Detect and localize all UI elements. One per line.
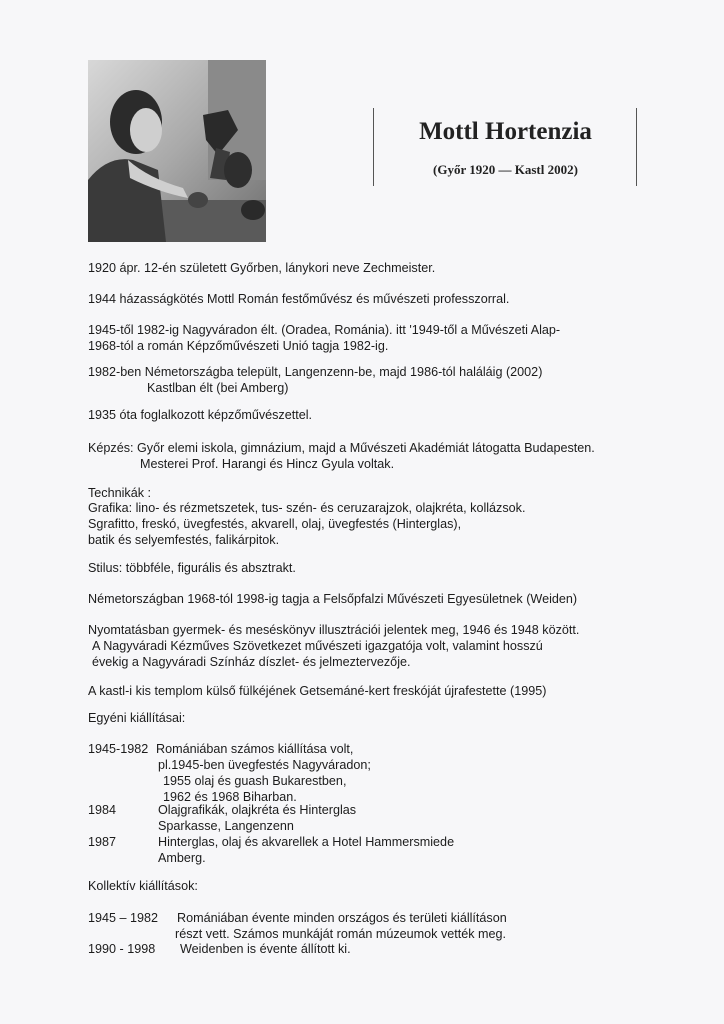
- bio-oradea-line2: 1968-tól a román Képzőművészeti Unió tagja 1982-ig.: [88, 339, 389, 353]
- bio-fresco: A kastl-i kis templom külső fülkéjének Getsemáné-kert freskóját újrafestette (1995): [88, 684, 547, 698]
- techniques-line3: batik és selyemfestés, falikárpitok.: [88, 533, 280, 547]
- bio-weiden: Németországban 1968-tól 1998-ig tagja a Felsőpfalzi Művészeti Egyesületnek (Weiden): [88, 592, 578, 606]
- solo-row1-sub2: 1955 olaj és guash Bukarestben,: [163, 774, 347, 788]
- techniques-title: Technikák :: [88, 486, 151, 500]
- collective-row2-year: 1990 - 1998: [88, 942, 156, 956]
- collective-row1-sub: részt vett. Számos munkáját román múzeumok vették meg.: [175, 927, 507, 941]
- bio-style: Stilus: többféle, figurális és absztrakt.: [88, 561, 296, 575]
- collective-row1-year: 1945 – 1982: [88, 911, 159, 925]
- solo-exhibitions-title: Egyéni kiállításai:: [88, 711, 186, 725]
- bio-print-line3: évekig a Nagyváradi Színház díszlet- és jelmeztervezője.: [92, 655, 411, 669]
- solo-row1-sub1: pl.1945-ben üvegfestés Nagyváradon;: [158, 758, 371, 772]
- portrait-photo-icon: [88, 60, 266, 242]
- solo-row2-year: 1984: [88, 803, 117, 817]
- header-divider-left: [373, 108, 374, 186]
- solo-row1-text: Romániában számos kiállítása volt,: [156, 742, 354, 756]
- bio-print-line2: A Nagyváradi Kézműves Szövetkezet művészeti igazgatója volt, valamint hosszú: [92, 639, 543, 653]
- bio-print-line1: Nyomtatásban gyermek- és meséskönyv illusztrációi jelentek meg, 1946 és 1948 között.: [88, 623, 580, 637]
- bio-birth: 1920 ápr. 12-én született Győrben, lánykori neve Zechmeister.: [88, 261, 436, 275]
- solo-row2-sub: Sparkasse, Langenzenn: [158, 819, 294, 833]
- solo-row1-sub3: 1962 és 1968 Biharban.: [163, 790, 297, 804]
- bio-germany-line1: 1982-ben Németországba települt, Langenzenn-be, majd 1986-tól haláláig (2002): [88, 365, 543, 379]
- bio-marriage: 1944 házasságkötés Mottl Román festőművész és művészeti professzorral.: [88, 292, 510, 306]
- collective-exhibitions-title: Kollektív kiállítások:: [88, 879, 198, 893]
- solo-row1-year: 1945-1982: [88, 742, 149, 756]
- bio-education-line2: Mesterei Prof. Harangi és Hincz Gyula voltak.: [140, 457, 395, 471]
- artist-name: Mottl Hortenzia: [419, 118, 592, 145]
- techniques-line2: Sgrafitto, freskó, üvegfestés, akvarell, olaj, üvegfestés (Hinterglas),: [88, 517, 462, 531]
- bio-education-line1: Képzés: Győr elemi iskola, gimnázium, majd a Művészeti Akadémiát látogatta Budapesten.: [88, 441, 595, 455]
- collective-row2-text: Weidenben is évente állított ki.: [180, 942, 351, 956]
- solo-row2-text: Olajgrafikák, olajkréta és Hinterglas: [158, 803, 357, 817]
- solo-row3-text: Hinterglas, olaj és akvarellek a Hotel Hammersmiede: [158, 835, 455, 849]
- bio-since: 1935 óta foglalkozott képzőművészettel.: [88, 408, 313, 422]
- solo-row3-sub: Amberg.: [158, 851, 206, 865]
- bio-oradea-line1: 1945-től 1982-ig Nagyváradon élt. (Oradea, Románia). itt '1949-től a Művészeti Alap-: [88, 323, 561, 337]
- header-divider-right: [636, 108, 637, 186]
- collective-row1-text: Romániában évente minden országos és területi kiállításon: [177, 911, 507, 925]
- portrait-photo: [88, 60, 266, 242]
- artist-dates: (Győr 1920 — Kastl 2002): [433, 162, 578, 177]
- solo-row3-year: 1987: [88, 835, 117, 849]
- techniques-line1: Grafika: lino- és rézmetszetek, tus- szén- és ceruzarajzok, olajkréta, kollázsok.: [88, 501, 526, 515]
- bio-germany-line2: Kastlban élt (bei Amberg): [147, 381, 289, 395]
